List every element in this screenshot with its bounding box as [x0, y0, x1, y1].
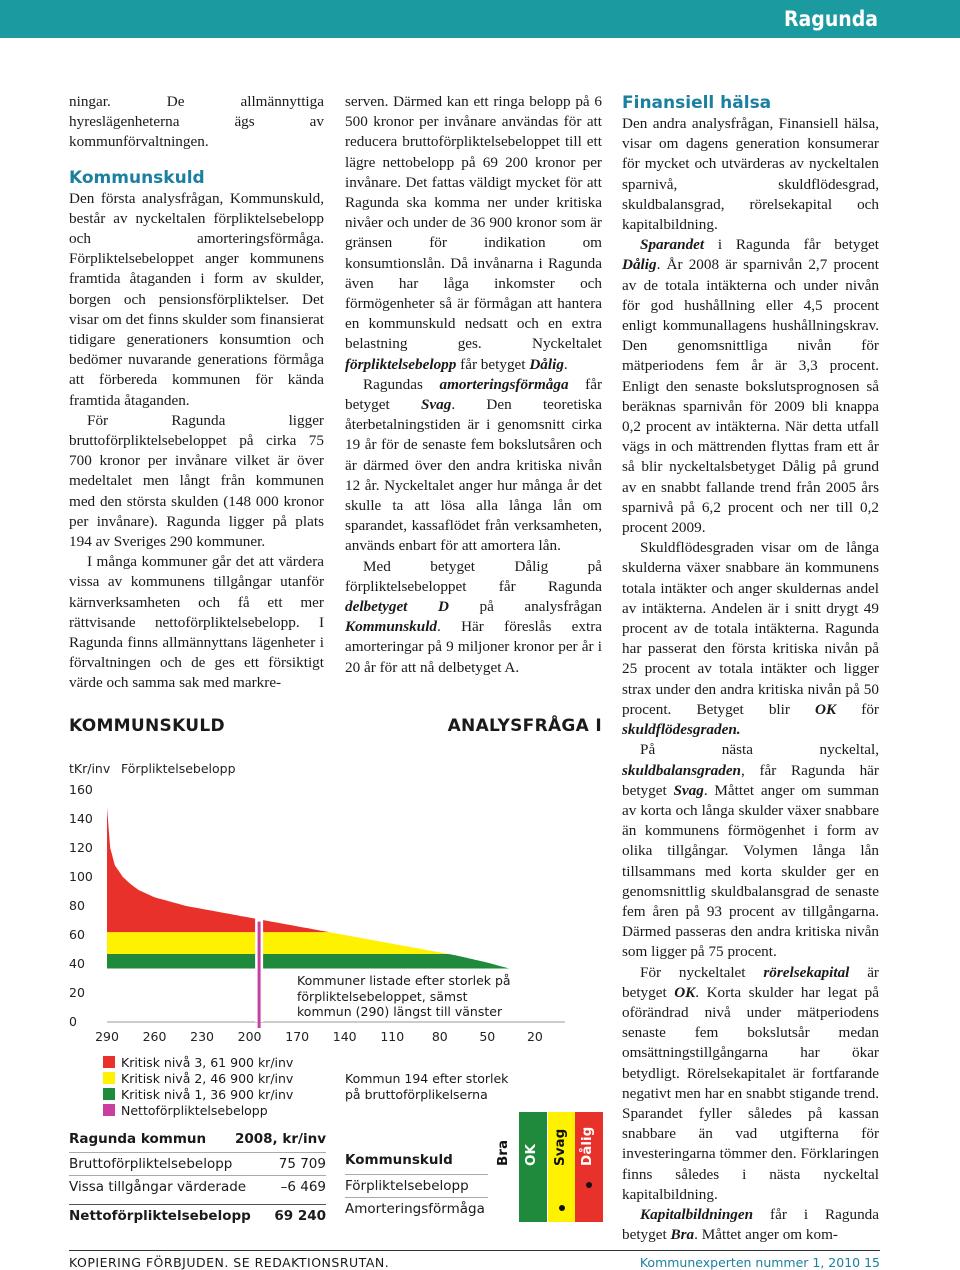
table-row: Vissa tillgångar värderade –6 469: [69, 1175, 326, 1198]
y-tick-label: 60: [69, 927, 85, 942]
highlight-note: Kommun 194 efter storlek på bruttoförplikelserna: [345, 1071, 509, 1102]
table-row: Bruttoförpliktelsebelopp 75 709: [69, 1152, 326, 1175]
rating-row-label: Förpliktelsebelopp: [345, 1174, 488, 1194]
paragraph: Den första analysfrågan, Kommunskuld, består av nyckeltalen förpliktelsebelopp och amorteringsförmåga. Förpliktelsebeloppet anger kommunens framtida åtaganden i form av skulder, borgen och pensionsförpliktelser. Det visar om det finns skulder som finansierat tidigare generationers konsumtion och bedömer nuvarande generations förmåga att förbereda kommunen för kända framtida åtaganden.: [69, 189, 324, 409]
text-column-2: [345, 92, 602, 678]
band-kritisk-2: [107, 932, 565, 954]
x-tick-label: 290: [95, 1029, 119, 1044]
y-tick-label: 120: [69, 840, 93, 855]
legend-item: Kritisk nivå 2, 46 900 kr/inv: [103, 1070, 293, 1086]
paragraph: Skuldflödesgraden visar om de långa skulderna växer snabbare än kommunens totala intäkter och anger skuldernas andel av intäkterna. Andelen är i snitt drygt 49 procent av de totala intäkterna. Ragunda har passerat den första kritiska nivån på 25 procent av totala intäkter och ligger strax under den andra kritiska nivån på 50 procent. Betyget blir OK för skuldflödesgraden.: [622, 539, 879, 739]
rating-mark-dot: [559, 1205, 565, 1211]
rating-col-label: Dålig: [579, 1126, 595, 1166]
paragraph: Den andra analysfrågan, Finansiell hälsa, visar om dagens generation konsumerar för mycket och utvärderas av nyckeltalen sparnivå, skuldflödesgrad, skuldbalansgrad, rörelsekapital och kapitalbildning.: [622, 115, 879, 234]
paragraph: För nyckeltalet rörelsekapital är betyget OK. Korta skulder har legat på oförändrad nivå under mätperiodens senaste fem bokslutsår medan omsättningstillgångarna har ökar betydligt. Rörelsekapitalet är fortfarande negativt men har en snabbt stigande trend. Sparandet fyller således på kassan snabbare än vad utgifterna för investeringarna tömmer den. Förklaringen finns således i nästa nyckeltal kapitalbildning.: [622, 963, 880, 1203]
rating-col-ok: [519, 1112, 547, 1222]
paragraph: På nästa nyckeltal, skuldbalansgraden, får Ragunda här betyget Svag. Måttet anger om summan av korta och långa skulder växer snabbare än kommunens förmögenhet i form av olika tillgångar. Volymen långa lån tillsammans med korta skulder ger en genomsnittlig skuldbalansgrad de senaste fem åren på 93 procent av tillgångarna. Därmed passeras den andra kritiska nivån som ligger på 75 procent.: [622, 741, 880, 961]
y-tick-label: 20: [69, 985, 85, 1000]
text-column-3: [622, 92, 879, 1245]
rating-mark-dot: [586, 1182, 592, 1188]
band-kritisk-3: [107, 807, 565, 932]
paragraph: serven. Därmed kan ett ringa belopp på 6 500 kronor per invånare användas för att reducera bruttoförpliktelsebeloppet till ett lägre nettobelopp på 69 200 kronor per invånare. Det fattas väldigt mycket för att Ragunda ska komma ner under kritiska nivåer och under de 36 900 kronor som är gränsen för indikation om konsumtionslån. Då invånarna i Ragunda även har låga inkomster och förmögenheter så är förmågan att hantera en kommunskuld nedsatt och en extra belastning ges. Nyckeltalet förpliktelsebelopp får betyget Dålig.: [345, 93, 602, 373]
y-tick-label: 100: [69, 869, 93, 884]
rating-col-label: OK: [523, 1144, 539, 1166]
legend-item: Nettoförpliktelsebelopp: [103, 1102, 293, 1118]
y-tick-label: 80: [69, 898, 85, 913]
section-title-analysfraga: ANALYSFRÅGA I: [447, 716, 602, 736]
paragraph: Med betyget Dålig på förpliktelsebeloppet får Ragunda delbetyget D på analysfrågan Kommunskuld. Här föreslås extra amorteringar på 9 miljoner kronor per år i 20 år för att nå delbetyget A.: [345, 557, 603, 676]
x-tick-label: 230: [190, 1029, 215, 1044]
table-header: Ragunda kommun 2008, kr/inv: [69, 1131, 326, 1147]
footer-copyright: KOPIERING FÖRBJUDEN. SE REDAKTIONSRUTAN.: [69, 1255, 390, 1270]
y-axis-label: tKr/inv: [69, 761, 111, 776]
chart-annotation: Kommuner listade efter storlek på förpliktelsebeloppet, sämst kommun (290) längst till vänster: [297, 973, 511, 1020]
rating-title: Kommunskuld: [345, 1152, 453, 1168]
legend-item: Kritisk nivå 3, 61 900 kr/inv: [103, 1054, 293, 1070]
x-tick-label: 140: [332, 1029, 357, 1044]
x-tick-label: 50: [479, 1029, 496, 1044]
debt-table: [69, 1128, 326, 1227]
legend-swatch: [103, 1072, 115, 1084]
footer: [69, 1250, 880, 1270]
y-tick-label: 140: [69, 811, 93, 826]
chart-legend: [103, 1054, 293, 1118]
y-tick-label: 40: [69, 956, 85, 971]
header-bar: [0, 0, 960, 38]
text-column-1: [69, 92, 324, 694]
paragraph: ningar. De allmännyttiga hyreslägenheterna ägs av kommunförvaltningen.: [69, 93, 324, 151]
heading-finansiell-halsa: Finansiell hälsa: [622, 93, 772, 113]
y-tick-label: 0: [69, 1014, 77, 1029]
band-kritisk-1: [107, 954, 565, 969]
x-tick-label: 80: [431, 1029, 448, 1044]
paragraph: Sparandet i Ragunda får betyget Dålig. År 2008 är sparnivån 2,7 procent av de totala intäkterna och under nivån för god hushållning eller 4,5 procent enligt kommunallagens hushållningskrav. Den genomsnittliga nivån för mätperiodens fem år är 3,3 procent. Enligt den senaste bokslutsprognosen så beräknas sparnivån för 2009 bli knappa 0,2 procent av intäkterna. När detta utfall vägs in och mättrenden flyttas fram ett år så blir nyckeltalsbetyget Dålig på grund av en snabbt fallande trend från 2005 års sparnivå på 6,2 procent och ner till 0,2 procent 2009.: [622, 236, 879, 537]
x-tick-label: 110: [380, 1029, 405, 1044]
paragraph: För Ragunda ligger bruttoförpliktelsebeloppet på cirka 75 700 kronor per invånare vilket är över medeltalet men långt från kommunen med den största skulden (148 000 kronor per invånare). Ragunda ligger på plats 194 av Sveriges 290 kommuner.: [69, 411, 324, 551]
legend-item: Kritisk nivå 1, 36 900 kr/inv: [103, 1086, 293, 1102]
rating-col-label: Bra: [495, 1139, 511, 1166]
rating-col-bra: [491, 1112, 519, 1222]
y-tick-label: 160: [69, 782, 93, 797]
heading-kommunskuld: Kommunskuld: [69, 167, 205, 188]
series-label: Förpliktelsebelopp: [121, 761, 236, 776]
paragraph: Ragundas amorteringsförmåga får betyget Svag. Den teoretiska återbetalningstiden är i genomsnitt cirka 19 år för de senaste fem bokslutsåren och är därmed över den andra kritiska nivån 12 år. Nyckeltalet anger hur många år det skulle ta att lösa alla långa lån om sparandet, kassaflödet från verksamheten, används enbart för att amortera lån.: [345, 375, 603, 555]
rating-grid: [345, 1112, 603, 1222]
legend-swatch: [103, 1088, 115, 1100]
footer-issue: Kommunexperten nummer 1, 2010 15: [639, 1255, 880, 1270]
paragraph: I många kommuner går det att värdera vissa av kommunens tillgångar utanför kärnverksamheten och få ett mer rättvisande nettoförpliktelsebelopp. I Ragunda finns allmännyttans lägenheter i förvaltningen och de ges ett försiktigt värde och samma sak med markre-: [69, 553, 324, 692]
section-title-kommunskuld: KOMMUNSKULD: [69, 716, 225, 736]
table-total: Nettoförpliktelsebelopp 69 240: [69, 1204, 326, 1227]
paragraph: Kapitalbildningen får i Ragunda betyget Bra. Måttet anger om kom-: [622, 1205, 879, 1244]
legend-swatch: [103, 1104, 115, 1116]
legend-swatch: [103, 1056, 115, 1068]
rating-col-label: Svag: [552, 1128, 568, 1166]
x-tick-label: 200: [237, 1029, 262, 1044]
rating-row-label: Amorteringsförmåga: [345, 1197, 488, 1217]
rating-col-dålig: [575, 1112, 603, 1222]
x-tick-label: 170: [285, 1029, 310, 1044]
page-title: Ragunda: [784, 7, 878, 31]
x-tick-label: 260: [142, 1029, 167, 1044]
x-tick-label: 20: [526, 1029, 543, 1044]
